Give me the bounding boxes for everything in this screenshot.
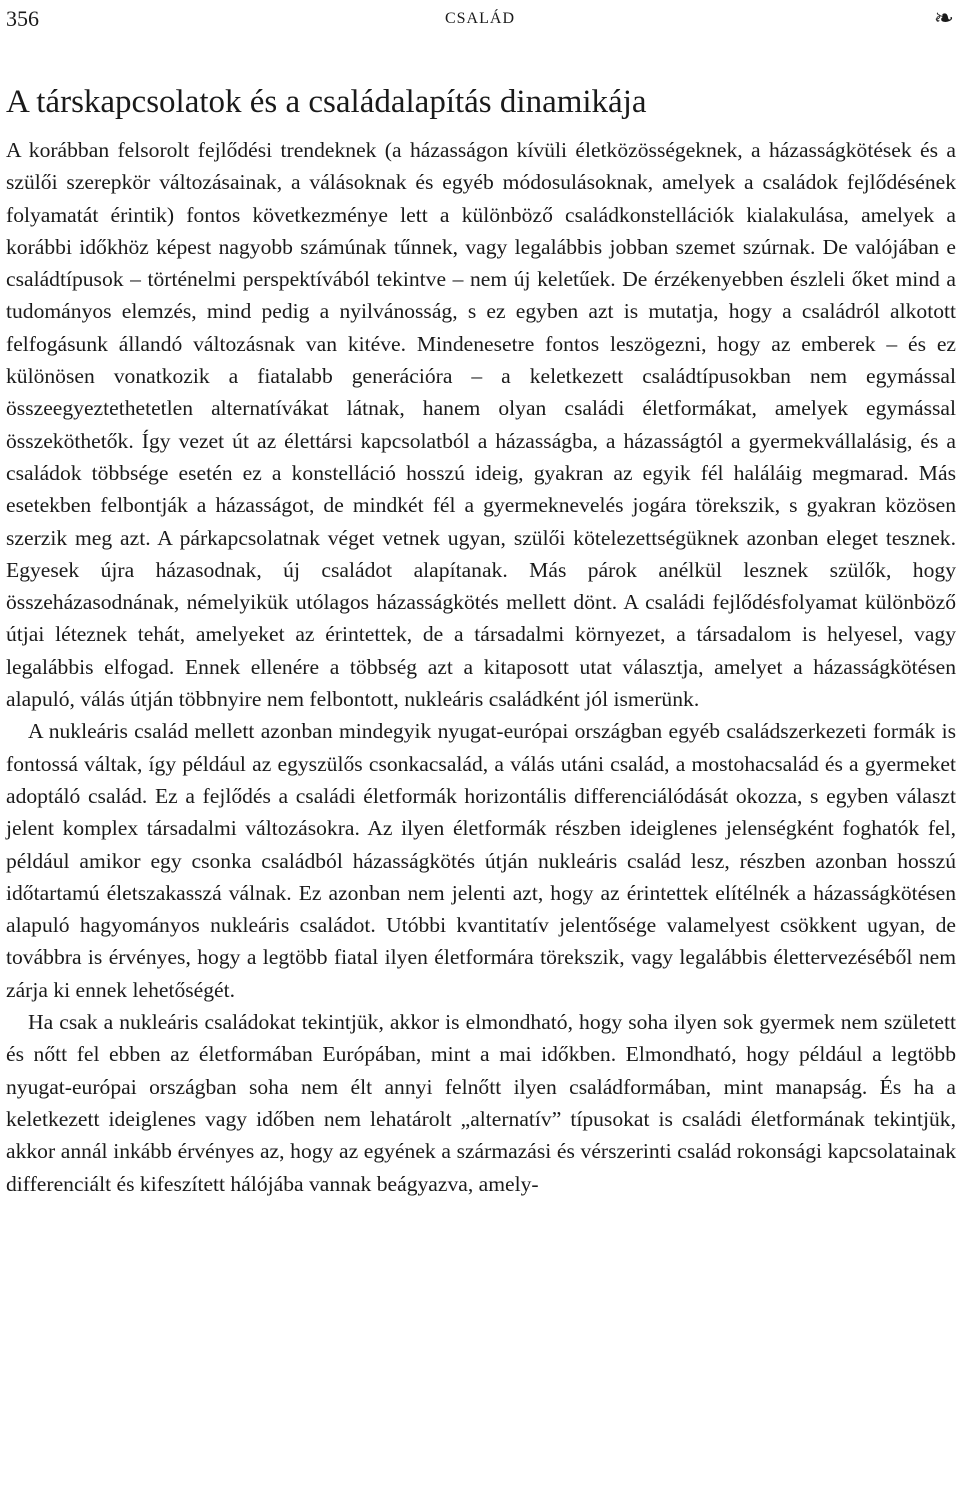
paragraph-2: A nukleáris család mellett azonban mindegyik nyugat-európai országban egyéb családszerkezeti formák is fontossá váltak, így például az egyszülős csonkacsalád, a válás utáni család, a mostohacsalád és a gyermeket adoptáló család. Ez a fejlődés a családi életformák horizontális differenciálódását okozza, s egyben választ jelent komplex társadalmi változásokra. Az ilyen életformák részben ideiglenes jelenségként foghatók fel, például amikor egy csonka családból házasságkötés útján nukleáris család lesz, részben azonban hosszú időtartamú életszakasszá válnak. Ez azonban nem jelenti azt, hogy az érintettek elítélnék a házasságkötésen alapuló hagyományos nukleáris családot. Utóbbi kvantitatív jelentősége valamelyest csökkent ugyan, de továbbra is érvényes, hogy a legtöbb fiatal ilyen életformára törekszik, vagy legalábbis élettervezéséből nem zárja ki ennek lehetőségét. [6, 719, 956, 1002]
running-title: CSALÁD [444, 10, 515, 27]
page-number: 356 [6, 6, 39, 31]
fleuron-ornament-icon: ❧ [933, 6, 954, 32]
paragraph-1: A korábban felsorolt fejlődési trendeknek (a házasságon kívüli életközösségeknek, a házasságkötések és a szülői szerepkör változásainak, a válásoknak és egyéb módosulásoknak, amelyek a családok fejlődésének folyamatát érintik) fontos következménye lett a különböző családkonstellációk kialakulása, amelyek a korábbi időkhöz képest nagyobb számúnak tűnnek, vagy legalábbis jobban szemet szúrnak. De valójában e családtípusok – történelmi perspektívából tekintve – nem új keletűek. De érzékenyebben észleli őket mind a tudományos elemzés, mind pedig a nyilvánosság, s ez egyben azt is mutatja, hogy a családról alkotott felfogásunk állandó változásnak van kitéve. Mindenesetre fontos leszögezni, hogy az emberek – és ez különösen vonatkozik a fiatalabb generációra – a keletkezett családtípusokban nem egymással összeegyeztethetetlen alternatívákat látnak, hanem olyan családi életformákat, amelyek egymással összeköthetők. Így vezet út az élettársi kapcsolatból a házasságba, a házasságtól a gyermekvállalásig, és a családok többsége esetén ez a konstelláció hosszú ideig, gyakran az egyik fél haláláig megmarad. Más esetekben felbontják a házasságot, de mindkét fél a gyermeknevelés jogára törekszik, s gyakran közösen szerzik meg azt. A párkapcsolatnak véget vetnek ugyan, szülői kötelezettségüknek azonban eleget tesznek. Egyesek újra házasodnak, új családot alapítanak. Más párok anélkül lesznek szülők, hogy összeházasodnának, némelyikük utólagos házasságkötés mellett dönt. A családi fejlődésfolyamat különböző útjai léteznek tehát, amelyeket az érintettek, de a társadalmi környezet, a társadalom is helyesel, vagy legalábbis elfogad. Ennek ellenére a többség azt a kitaposott utat választja, amelyet a házasságkötésen alapuló, válás útján többnyire nem felbontott, nukleáris családként jól ismerünk. [6, 138, 956, 712]
body-text [6, 134, 956, 1200]
section-title: A társkapcsolatok és a családalapítás dinamikája [6, 84, 647, 120]
running-head [6, 4, 954, 34]
paragraph-3: Ha csak a nukleáris családokat tekintjük, akkor is elmondható, hogy soha ilyen sok gyermek nem született és nőtt fel ebben az életformában Európában, mint a mai időkben. Elmondható, hogy például a legtöbb nyugat-európai országban soha nem élt annyi felnőtt ilyen családformában, mint manapság. És ha a keletkezett ideiglenes vagy időben nem lehatárolt „alternatív” típusokat is családi életformának tekintjük, akkor annál inkább érvényes az, hogy az egyének a származási és vérszerinti család rokonsági kapcsolatainak differenciált és kifeszített hálójába vannak beágyazva, amely- [6, 1010, 956, 1196]
